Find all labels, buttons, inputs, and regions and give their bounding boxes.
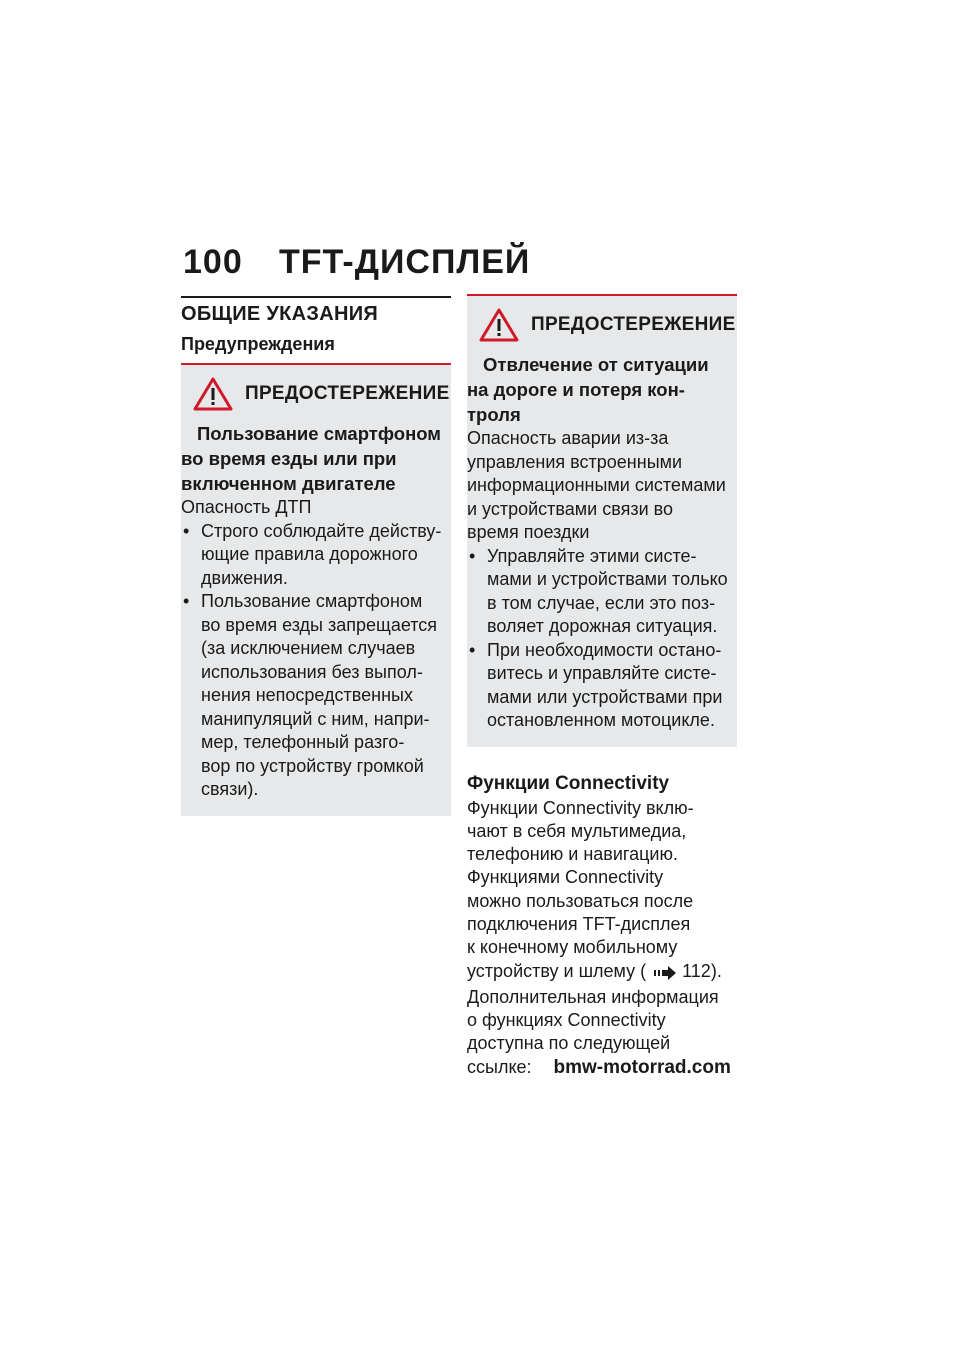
- left-column: [181, 296, 451, 816]
- connectivity-line: Функциями Connectivity: [467, 867, 664, 888]
- connectivity-line: телефонию и навигацию.: [467, 844, 678, 865]
- connectivity-ref-line: [467, 960, 737, 986]
- subsection-title: Предупреждения: [181, 334, 335, 354]
- warning-title-line: на дороге и потеря кон-: [467, 379, 685, 400]
- warning-hazard: Опасность ДТП: [181, 497, 312, 517]
- bullet-symbol: •: [469, 545, 476, 566]
- hazard-line: управления встроенными: [467, 451, 683, 472]
- bullet-line: мами и устройствами только: [487, 569, 728, 589]
- warning-title: [467, 352, 731, 427]
- bullet-line: Управляйте этими систе-: [487, 545, 697, 566]
- reference-page[interactable]: 112).: [682, 960, 722, 981]
- hazard-line: время поездки: [467, 522, 590, 542]
- hazard-line: и устройствами связи во: [467, 498, 674, 519]
- bullet-line: вор по устройству громкой: [201, 755, 424, 776]
- link-prefix: ссылке:: [467, 1056, 532, 1077]
- bullet-line: Строго соблюдайте действу-: [201, 520, 442, 541]
- bullet-symbol: •: [469, 639, 476, 660]
- connectivity-line: чают в себя мультимедиа,: [467, 820, 687, 841]
- bullet-line: в том случае, если это поз-: [487, 592, 716, 613]
- warning-title-line: во время езды или при: [181, 448, 397, 469]
- warning-triangle-icon: [193, 377, 233, 411]
- connectivity-line: Функции Connectivity вклю-: [467, 797, 694, 818]
- bullet-line: При необходимости остано-: [487, 639, 722, 660]
- hazard-line: Опасность аварии из-за: [467, 428, 669, 448]
- connectivity-link-line: [467, 1056, 737, 1079]
- warning-label: ПРЕДОСТЕРЕЖЕНИЕ: [245, 383, 450, 404]
- connectivity-line: к конечному мобильному: [467, 937, 678, 958]
- section-title: ОБЩИЕ УКАЗАНИЯ: [181, 296, 451, 326]
- bullet-line: во время езды запрещается: [201, 614, 438, 635]
- warning-title-line: включенном двигателе: [181, 473, 396, 494]
- bullet-line: движения.: [201, 567, 288, 588]
- bullet-line: связи).: [201, 779, 259, 799]
- bullet-line: нения непосредственных: [201, 685, 413, 705]
- ref-prefix: устройству и шлему (: [467, 960, 647, 981]
- warning-hazard: [467, 427, 731, 545]
- warning-header: [181, 377, 450, 411]
- bullet-line: (за исключением случаев: [201, 638, 416, 658]
- page-reference-arrow-icon: [654, 963, 676, 986]
- warning-label: ПРЕДОСТЕРЕЖЕНИЕ: [531, 314, 736, 335]
- warning-title-line: троля: [467, 404, 521, 425]
- connectivity-line: можно пользоваться после: [467, 890, 694, 911]
- warning-title-line: Пользование смартфоном: [197, 423, 441, 444]
- bullet-line: ющие правила дорожного: [201, 544, 418, 564]
- connectivity-title: Функции Connectivity: [467, 772, 670, 794]
- page-header: [183, 243, 530, 282]
- warning-title: [181, 421, 445, 496]
- bullet-line: манипуляций с ним, напри-: [201, 708, 430, 729]
- bullet-line: остановленном мотоцикле.: [487, 710, 715, 730]
- warning-triangle-icon: [479, 308, 519, 342]
- bullet-line: витесь и управляйте систе-: [487, 663, 717, 683]
- warning-bullet-list: [467, 545, 731, 733]
- hazard-line: информационными системами: [467, 475, 726, 495]
- bullet-line: Пользование смартфоном: [201, 591, 423, 611]
- connectivity-line: подключения TFT-дисплея: [467, 913, 691, 934]
- warning-header: [467, 308, 736, 342]
- connectivity-line: о функциях Connectivity: [467, 1010, 666, 1031]
- warning-bullet-list: [181, 520, 445, 802]
- website-link[interactable]: bmw-motorrad.com: [553, 1056, 731, 1078]
- connectivity-text: [467, 797, 737, 1080]
- bullet-line: мер, телефонный разго-: [201, 732, 405, 752]
- connectivity-line: доступна по следующей: [467, 1033, 671, 1054]
- page-number: 100: [183, 243, 243, 281]
- bullet-line: использования без выпол-: [201, 661, 423, 682]
- bullet-symbol: •: [183, 591, 190, 611]
- bullet-line: мами или устройствами при: [487, 686, 723, 707]
- warning-title-line: Отвлечение от ситуации: [483, 354, 709, 375]
- warning-box: [467, 294, 737, 747]
- bullet-symbol: •: [183, 520, 190, 541]
- warning-bullet-item: [181, 520, 445, 591]
- page-title: TFT-ДИСПЛЕЙ: [279, 243, 531, 281]
- warning-bullet-item: [467, 639, 731, 733]
- warning-bullet-item: [467, 545, 731, 639]
- warning-bullet-item: [181, 590, 445, 802]
- bullet-line: воляет дорожная ситуация.: [487, 616, 718, 636]
- right-column: [467, 294, 737, 1079]
- warning-box: [181, 363, 451, 816]
- connectivity-line: Дополнительная информация: [467, 986, 719, 1007]
